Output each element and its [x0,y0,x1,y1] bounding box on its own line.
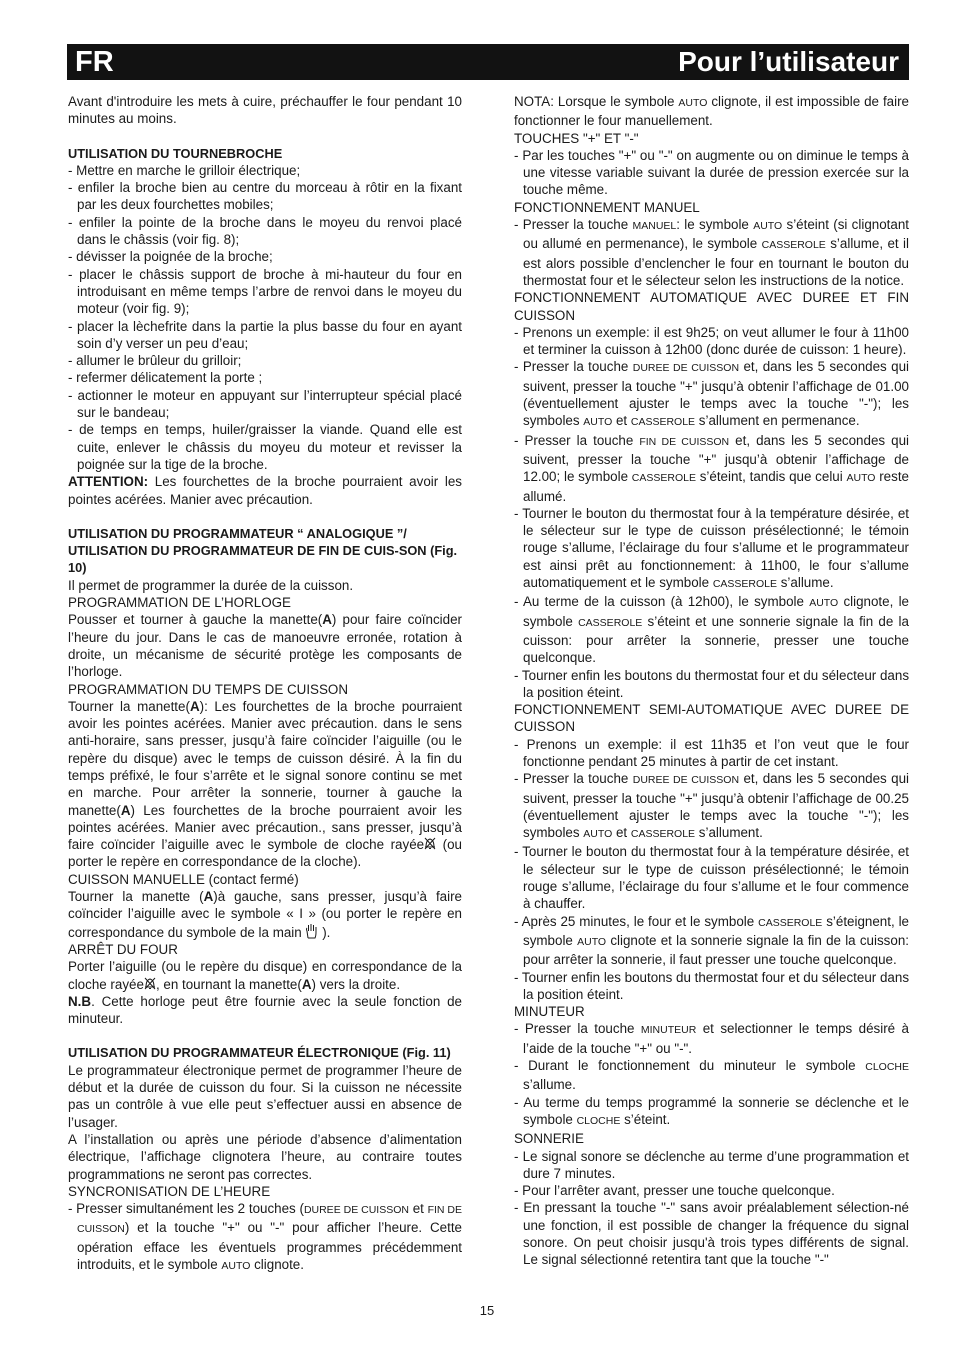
syncronisation-item: - Presser simultanément les 2 touches (DUREE DE CUISSON et FIN DE CUISSON) et la touche "+" ou "-" pour afficher l’heure. Cette opération efface les éventuels programmes précédemment introduits, et le symbole AUTO clignote. [68,1201,463,1272]
semi-item-5: - Tourner enfin les boutons du thermostat four et du sélecteur dans la position éteint. [514,969,910,1002]
crossed-bell-icon [144,976,156,991]
cuisson-manuelle-paragraph: Tourner la manette (A)à gauche, sans presser, jusqu’à faire coïncider l’aiguille avec le symbole « I » (ou porter le repère en correspondance du symbole de la main ). [68,889,462,940]
list-item: - enfiler la pointe de la broche dans le moyeu du renvoi placé dans le châssis (voir fig. 8); [68,214,462,248]
subheading-automatique: FONCTIONNEMENT AUTOMATIQUE AVEC DUREE ET FIN CUISSON [514,290,909,323]
semi-item-4: - Après 25 minutes, le four et le symbole CASSEROLE s’éteignent, le symbole AUTO clignote et la sonnerie signale la fin de la cuisson: pour arrêter la sonnerie, il faut presser une touche quelconque. [514,913,909,968]
subheading-minuteur: MINUTEUR [514,1004,585,1020]
subheading-horloge: PROGRAMMATION DE L’HORLOGE [68,595,291,611]
list-item: - de temps en temps, huiler/graisser la viande. Quand elle est cuite, enlever le châssis du moyeu du moteur et revisser la poignée sur la tige de la broche. [68,422,462,472]
list-item: - enfiler la broche bien au centre du morceau à rôtir en la fixant par les deux fourchettes mobiles; [68,180,462,213]
list-item: - placer la lèchefrite dans la partie la plus basse du four en ayant soin d’y verser un peu d’eau; [68,318,462,351]
section-title-tournebroche: UTILISATION DU TOURNEBROCHE [68,145,283,161]
horloge-paragraph: Pousser et tourner à gauche la manette(A) pour faire coïncider l’heure du jour. Dans le cas de manoeuvre erronée, rotation à droite, un mécanisme de sécurité protège les composants de l’horloge. [68,612,463,680]
subheading-semi-automatique: FONCTIONNEMENT SEMI-AUTOMATIQUE AVEC DUREE DE CUISSON [514,702,909,735]
list-item: - placer le châssis support de broche à mi-hauteur du four en introduisant en même temps l’arbre de renvoi dans le moyeu du moteur (voir fig. 9); [68,266,462,317]
automatique-item-1: - Prenons un exemple: il est 9h25; on veut allumer le four à 11h00 et terminer la cuisson à 12h00 (donc durée de cuisson: 1 heure). [514,324,909,358]
automatique-item-3: - Presser la touche FIN DE CUISSON et, dans les 5 secondes qui suivent, presser la touche "+" jusqu’à obtenir l’affichage de 12.00; le symbole CASSEROLE s’éteint, tandis que celui AUTO reste allumé. [514,432,909,504]
subheading-syncronisation: SYNCRONISATION DE L’HEURE [68,1183,271,1199]
automatique-item-5: - Au terme de la cuisson (à 12h00), le symbole AUTO clignote, le symbole CASSEROLE s’éteint et une sonnerie signale la fin de la cuisson: pour arrêter la sonnerie, presser une touche quelconque. [514,594,909,666]
electronique-paragraph-2: A l’installation ou après une période d’absence d’alimentation électrique, l’affichage clignotera l’heure, au contraire toutes programmations ne seront pas correctes. [68,1131,462,1182]
automatique-item-2: - Presser la touche DUREE DE CUISSON et, dans les 5 secondes qui suivent, presser la touche "+" jusqu’à obtenir l’affichage de 01.00 (éventuellement ajuster le temps avec la touche "-"); les symboles AUTO et CASSEROLE s’allument en permenance. [514,359,909,429]
semi-item-2: - Presser la touche DUREE DE CUISSON et, dans les 5 secondes qui suivent, presser la touche "+" jusqu’à obtenir l’affichage de 00.25 (éventuellement ajuster le temps avec la touche "-"); les symboles AUTO et CASSEROLE s’allument. [514,771,909,841]
touches-item: - Par les touches "+" ou "-" on augmente ou on diminue le temps à une vitesse variable suivant la durée de pression exercée sur la touche même. [514,147,909,198]
list-item: - allumer le brûleur du grilloir; [68,353,242,369]
subheading-manuel: FONCTIONNEMENT MANUEL [514,199,700,215]
page-header [67,44,909,80]
manuel-item: - Presser la touche MANUEL: le symbole AUTO s’éteint (si clignotant ou allumé en permenance), le symbole CASSEROLE s’allume, et il est alors possible d’enclencher le four en tournant le bouton du thermostat four et le sélecteur selon les instructions de la notice. [514,217,910,288]
left-column [68,93,462,1275]
page-number: 15 [479,1303,495,1318]
list-item: - dévisser la poignée de la broche; [68,249,273,265]
right-column [514,93,909,1269]
page-title: Pour l’utilisateur [678,46,899,77]
temps-cuisson-paragraph: Tourner la manette(A): Les fourchettes de la broche pourraient avoir les pointes acérées. Manier avec précaution. dans le sens anti-horaire, sans presser, jusqu’à faire coïncider l’aiguille (ou le repère du disque) avec le temps de cuisson désiré. À la fin du temps préfixé, le four s’arrête et le signal sonore continu se met en marche. Pour arrêter la sonnerie, tourner à gauche la manette(A) Les fourchettes de la broche pourraient avoir les pointes acérées. Manier avec précaution., sans presser, jusqu’à faire coïncider l’aiguille avec le symbole de cloche rayée (ou porter le repère en correspondance de la cloche). [68,698,462,870]
list-item: - Mettre en marche le grilloir électrique; [68,162,301,178]
sonnerie-item-2: - Pour l’arrêter avant, presser une touche quelconque. [514,1183,835,1199]
analogique-intro: Il permet de programmer la durée de la cuisson. [68,577,354,593]
semi-item-3: - Tourner le bouton du thermostat four à la température désirée, et le sélecteur sur le type de cuisson présélectionné; le témoin rouge s’allume, l’éclairage du four s’allume et le four commence à chauffer. [514,844,909,912]
automatique-item-4: - Tourner le bouton du thermostat four à la température désirée, et le sélecteur sur le type de cuisson présélectionné; le témoin rouge s’allume, l’éclairage du four s’allume et le programmateur est ainsi prêt au fonctionnement: à 11h00, le four s’allume automatiquement et le symbole CASSEROLE s’allume. [514,505,909,591]
attention-note: ATTENTION: Les fourchettes de la broche pourraient avoir les pointes acérées. Manier avec précaution. [68,474,462,507]
section-title-analogique: UTILISATION DU PROGRAMMATEUR “ ANALOGIQUE ”/ UTILISATION DU PROGRAMMATEUR DE FIN DE CUIS-SON (Fig. 10) [68,525,458,576]
minuteur-item-3: - Au terme du temps programmé la sonnerie se déclenche et le symbole CLOCHE s’éteint. [514,1094,909,1127]
sonnerie-item-1: - Le signal sonore se déclenche au terme d’une programmation et dure 7 minutes. [514,1148,909,1181]
subheading-cuisson-manuelle: CUISSON MANUELLE (contact fermé) [68,871,299,887]
subheading-sonnerie: SONNERIE [514,1131,584,1147]
intro-paragraph: Avant d'introduire les mets à cuire, préchauffer le four pendant 10 minutes au moins. [68,94,462,127]
hand-icon [305,923,318,939]
list-item: - actionner le moteur en appuyant sur l’interrupteur spécial placé sur le bandeau; [68,387,462,421]
sonnerie-item-3: - En pressant la touche "-" sans avoir préalablement sélection-né une fonction, il est possible de changer la fréquence du signal sonore. On peut choisir jusqu'à trois types différents de signal. Le signal sélectionné retentira tant que la touche "-" [514,1200,909,1268]
automatique-item-6: - Tourner enfin les boutons du thermostat four et du sélecteur dans la position éteint. [514,667,910,700]
electronique-paragraph-1: Le programmateur électronique permet de programmer l’heure de début et la durée de cuisson du four. Si la cuisson ne nécessite pas un contrôle à vue elle peut s’effectuer aussi en absence de l’usager. [68,1062,462,1130]
subheading-touches: TOUCHES "+" ET "-" [514,130,639,146]
tournebroche-list [68,162,462,473]
arret-four-paragraph: Porter l’aiguille (ou le repère du disque) en correspondance de la cloche rayée , en tournant la manette(A) vers la droite. [68,959,462,992]
subheading-temps-cuisson: PROGRAMMATION DU TEMPS DE CUISSON [68,681,348,697]
semi-item-1: - Prenons un exemple: il est 11h35 et l’on veut que le four fonctionne pendant 25 minutes à partir de cet instant. [514,736,909,769]
subheading-arret-four: ARRÊT DU FOUR [68,941,178,957]
minuteur-item-2: - Durant le fonctionnement du minuteur le symbole CLOCHE s’allume. [514,1058,909,1093]
minuteur-item-1: - Presser la touche MINUTEUR et selectionner le temps désiré à l’aide de la touche "+" ou "-". [514,1021,909,1056]
list-item: - refermer délicatement la porte ; [68,370,263,386]
nb-note: N.B. Cette horloge peut être fournie avec la seule fonction de minuteur. [68,993,462,1027]
nota-paragraph: NOTA: Lorsque le symbole AUTO clignote, il est impossible de faire fonctionner le four manuellement. [514,94,909,129]
language-code: FR [75,45,114,78]
crossed-bell-icon [424,836,436,851]
section-title-electronique: UTILISATION DU PROGRAMMATEUR ÉLECTRONIQUE (Fig. 11) [68,1045,451,1061]
